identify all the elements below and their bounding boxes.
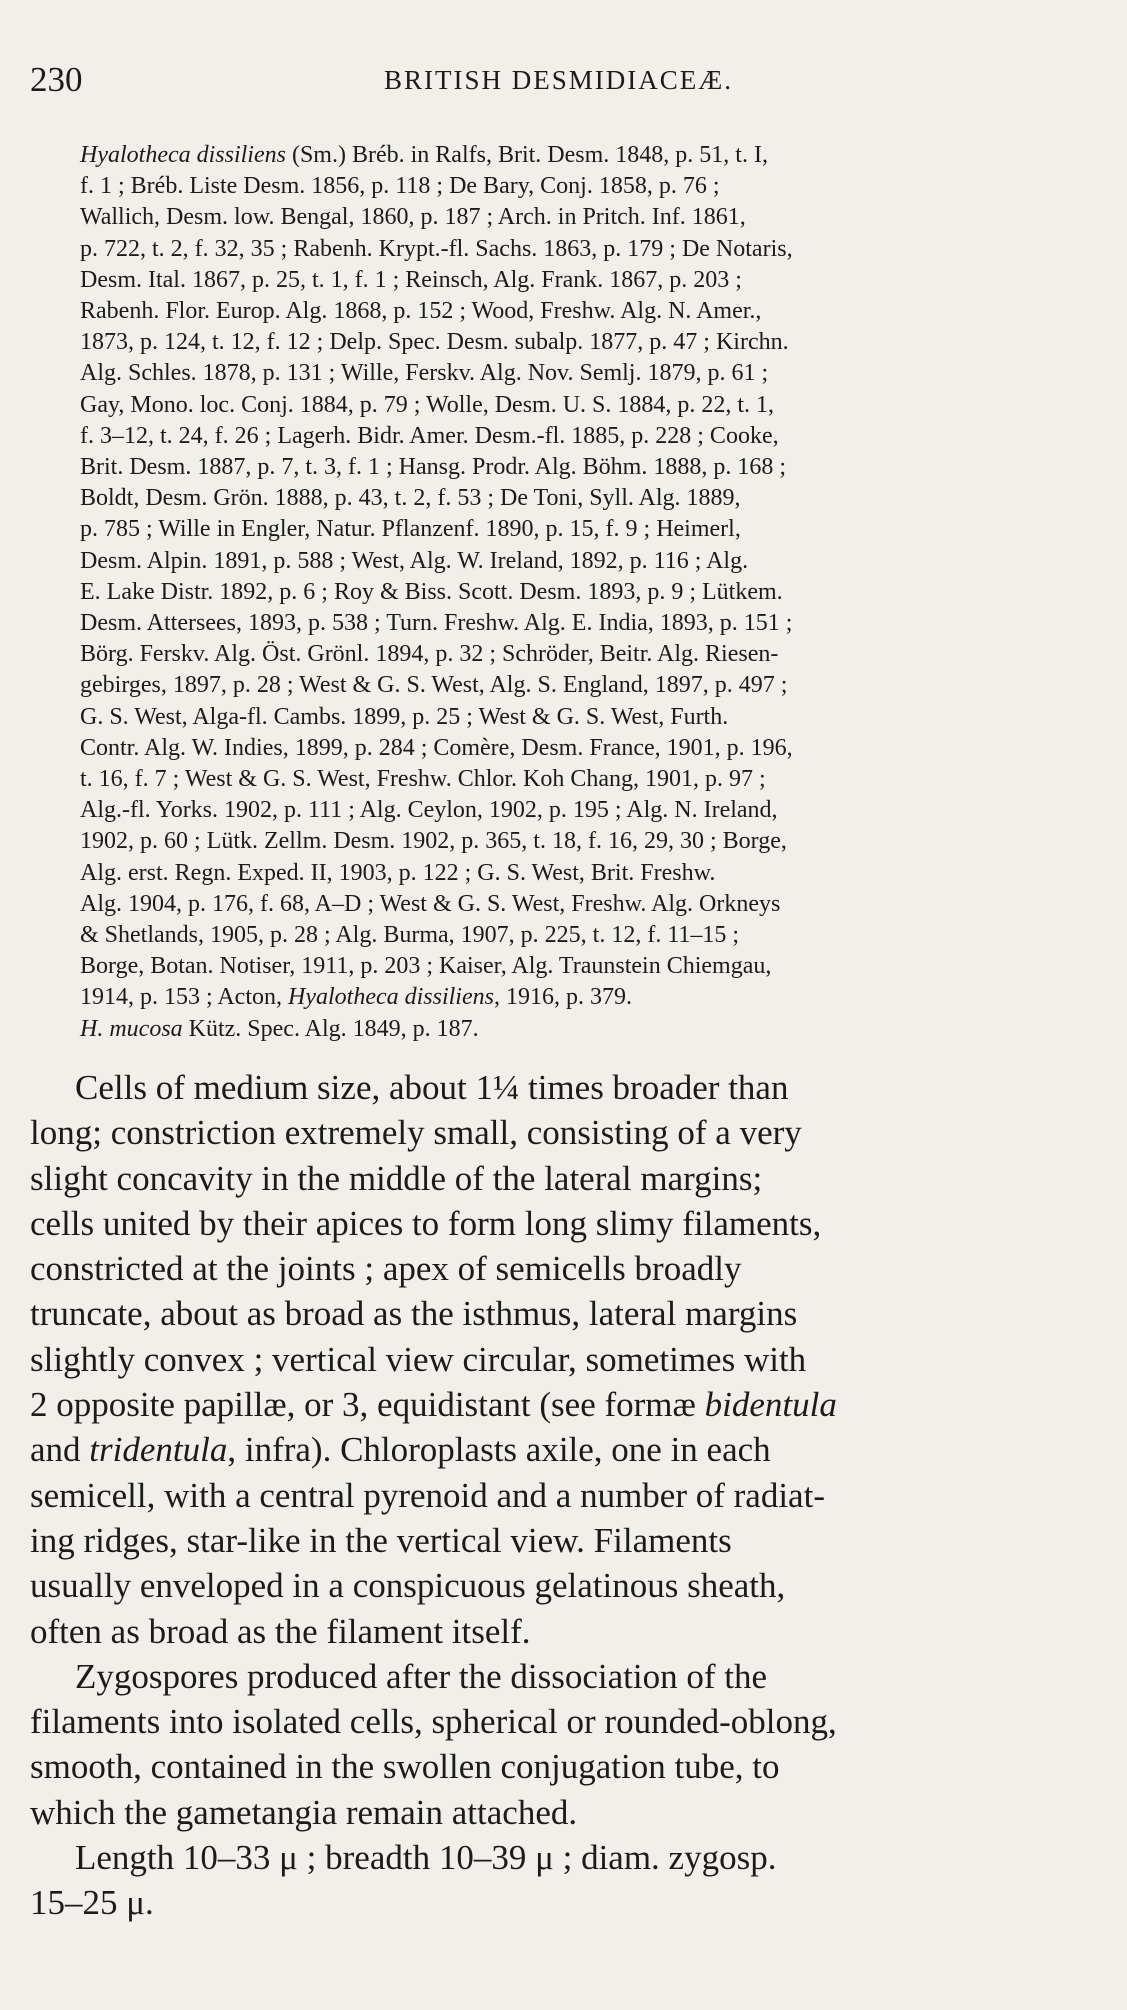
body-line: slight concavity in the middle of the lateral margins;	[30, 1158, 763, 1198]
body-line: 15–25 μ.	[30, 1883, 154, 1923]
synonymy-line: t. 16, f. 7 ; West & G. S. West, Freshw. Chlor. Koh Chang, 1901, p. 97 ;	[80, 766, 766, 793]
body-line: 2 opposite papillæ, or 3, equidistant (see formæ bidentula	[30, 1385, 837, 1425]
synonymy-line: 1914, p. 153 ; Acton, Hyalotheca dissiliens, 1916, p. 379.	[80, 984, 632, 1011]
synonymy-line: 1902, p. 60 ; Lütk. Zellm. Desm. 1902, p. 365, t. 18, f. 16, 29, 30 ; Borge,	[80, 828, 787, 855]
body-line: which the gametangia remain attached.	[30, 1792, 578, 1832]
description-paragraph-zygospores	[30, 1654, 1085, 1835]
synonymy-line: & Shetlands, 1905, p. 28 ; Alg. Burma, 1907, p. 225, t. 12, f. 11–15 ;	[80, 922, 740, 949]
synonymy-line: p. 785 ; Wille in Engler, Natur. Pflanzenf. 1890, p. 15, f. 9 ; Heimerl,	[80, 516, 741, 543]
body-line: Cells of medium size, about 1¼ times broader than	[75, 1068, 789, 1107]
body-line: semicell, with a central pyrenoid and a number of radiat-	[30, 1475, 825, 1515]
taxon-name: H. mucosa	[80, 1015, 183, 1042]
body-line: constricted at the joints ; apex of semicells broadly	[30, 1249, 742, 1289]
synonymy-line: Contr. Alg. W. Indies, 1899, p. 284 ; Comère, Desm. France, 1901, p. 196,	[80, 734, 793, 761]
synonymy-line: Desm. Ital. 1867, p. 25, t. 1, f. 1 ; Reinsch, Alg. Frank. 1867, p. 203 ;	[80, 266, 742, 293]
description-paragraph-measurements	[30, 1835, 1085, 1926]
synonymy-line: Boldt, Desm. Grön. 1888, p. 43, t. 2, f. 53 ; De Toni, Syll. Alg. 1889,	[80, 485, 741, 512]
body-line: slightly convex ; vertical view circular, sometimes with	[30, 1339, 807, 1379]
taxon-name: Hyalotheca dissiliens	[288, 984, 494, 1011]
synonymy-line: Desm. Attersees, 1893, p. 538 ; Turn. Freshw. Alg. E. India, 1893, p. 151 ;	[80, 610, 793, 637]
synonymy-line: Alg. Schles. 1878, p. 131 ; Wille, Ferskv. Alg. Nov. Semlj. 1879, p. 61 ;	[80, 360, 769, 387]
synonymy-line: f. 1 ; Bréb. Liste Desm. 1856, p. 118 ; De Bary, Conj. 1858, p. 76 ;	[80, 173, 720, 200]
synonymy-line: Hyalotheca dissiliens (Sm.) Bréb. in Ralfs, Brit. Desm. 1848, p. 51, t. I,	[80, 142, 768, 168]
page-header	[30, 55, 1087, 105]
synonymy-line: 1873, p. 124, t. 12, f. 12 ; Delp. Spec. Desm. subalp. 1877, p. 47 ; Kirchn.	[80, 329, 789, 356]
taxon-name: Hyalotheca dissiliens	[80, 142, 286, 168]
synonymy-line: p. 722, t. 2, f. 32, 35 ; Rabenh. Krypt.-fl. Sachs. 1863, p. 179 ; De Notaris,	[80, 235, 793, 262]
synonym-entry-h-mucosa	[80, 1014, 1090, 1045]
synonymy-line: Alg. 1904, p. 176, f. 68, A–D ; West & G. S. West, Freshw. Alg. Orkneys	[80, 890, 781, 917]
body-line: smooth, contained in the swollen conjugation tube, to	[30, 1747, 780, 1787]
synonymy-line: gebirges, 1897, p. 28 ; West & G. S. West, Alg. S. England, 1897, p. 497 ;	[80, 672, 788, 699]
synonymy-line: G. S. West, Alga-fl. Cambs. 1899, p. 25 ; West & G. S. West, Furth.	[80, 703, 729, 730]
synonymy-line: Brit. Desm. 1887, p. 7, t. 3, f. 1 ; Hansg. Prodr. Alg. Böhm. 1888, p. 168 ;	[80, 454, 787, 481]
running-title: BRITISH DESMIDIACEÆ.	[383, 65, 733, 95]
synonymy-block	[80, 140, 1090, 1045]
forma-name: tridentula	[89, 1430, 228, 1470]
description-paragraph-cells	[30, 1065, 1085, 1654]
description	[30, 1065, 1085, 1926]
synonymy-line: Rabenh. Flor. Europ. Alg. 1868, p. 152 ; Wood, Freshw. Alg. N. Amer.,	[80, 298, 762, 325]
synonymy-line: E. Lake Distr. 1892, p. 6 ; Roy & Biss. Scott. Desm. 1893, p. 9 ; Lütkem.	[80, 578, 783, 605]
body-line: Length 10–33 μ ; breadth 10–39 μ ; diam. zygosp.	[75, 1838, 777, 1878]
synonymy-line: Börg. Ferskv. Alg. Öst. Grönl. 1894, p. 32 ; Schröder, Beitr. Alg. Riesen-	[80, 641, 779, 668]
body-line: truncate, about as broad as the isthmus, lateral margins	[30, 1294, 798, 1334]
synonymy-line: Gay, Mono. loc. Conj. 1884, p. 79 ; Wolle, Desm. U. S. 1884, p. 22, t. 1,	[80, 391, 775, 418]
body-line: usually enveloped in a conspicuous gelatinous sheath,	[30, 1566, 786, 1606]
synonymy-line: Desm. Alpin. 1891, p. 588 ; West, Alg. W. Ireland, 1892, p. 116 ; Alg.	[80, 547, 749, 574]
forma-name: bidentula	[704, 1385, 837, 1425]
page-number: 230	[30, 60, 83, 99]
body-line: and tridentula, infra). Chloroplasts axile, one in each	[30, 1430, 771, 1470]
synonymy-line: Wallich, Desm. low. Bengal, 1860, p. 187 ; Arch. in Pritch. Inf. 1861,	[80, 204, 746, 231]
synonymy-line: f. 3–12, t. 24, f. 26 ; Lagerh. Bidr. Amer. Desm.-fl. 1885, p. 228 ; Cooke,	[80, 422, 779, 449]
body-line: Zygospores produced after the dissociation of the	[75, 1656, 768, 1696]
body-line: long; constriction extremely small, consisting of a very	[30, 1113, 802, 1153]
synonymy-line: H. mucosa Kütz. Spec. Alg. 1849, p. 187.	[80, 1015, 479, 1042]
body-line: often as broad as the filament itself.	[30, 1611, 531, 1651]
body-line: ing ridges, star-like in the vertical view. Filaments	[30, 1520, 732, 1560]
synonymy-line: Alg.-fl. Yorks. 1902, p. 111 ; Alg. Ceylon, 1902, p. 195 ; Alg. N. Ireland,	[80, 797, 778, 824]
synonym-entry-hyalotheca-dissiliens	[80, 140, 1090, 1014]
body-line: cells united by their apices to form long slimy filaments,	[30, 1203, 822, 1243]
synonymy-line: Borge, Botan. Notiser, 1911, p. 203 ; Kaiser, Alg. Traunstein Chiemgau,	[80, 953, 772, 980]
body-line: filaments into isolated cells, spherical or rounded-oblong,	[30, 1702, 837, 1742]
synonymy-line: Alg. erst. Regn. Exped. II, 1903, p. 122 ; G. S. West, Brit. Freshw.	[80, 859, 716, 886]
